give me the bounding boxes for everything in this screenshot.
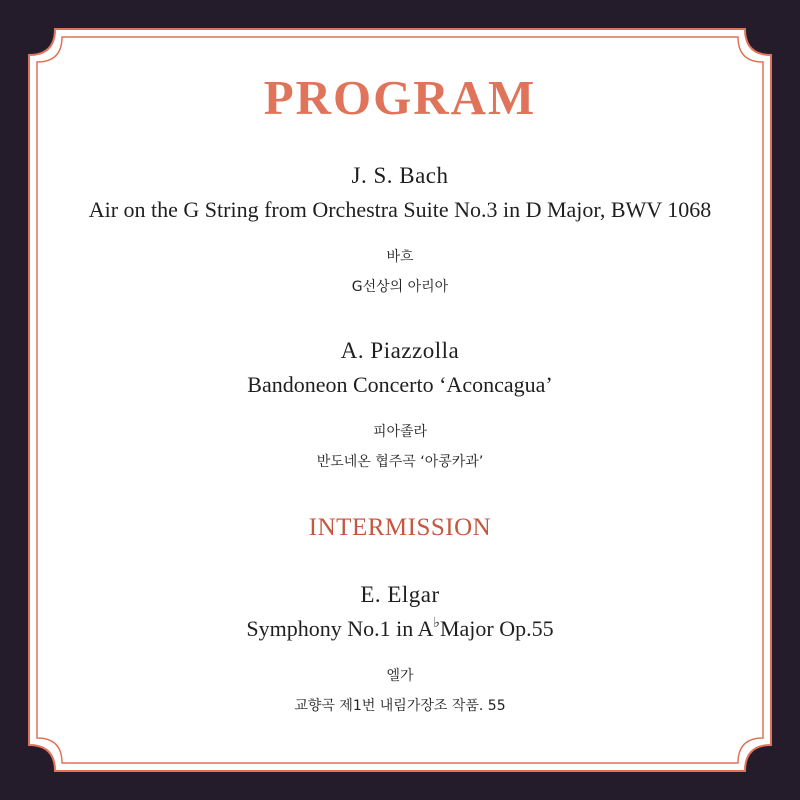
work-elgar-main: Symphony No.1 in A (246, 616, 434, 641)
work-elgar (25, 616, 775, 642)
composer-bach: J. S. Bach (351, 163, 449, 188)
ko-composer-elgar: 엘가 (386, 668, 414, 684)
composer-piazzolla: A. Piazzolla (340, 338, 460, 363)
ko-composer-piazzolla: 피아졸라 (372, 424, 428, 440)
flat-symbol: ♭ (433, 616, 440, 631)
work-elgar-key: Major Op.55 (439, 616, 554, 641)
ko-work-piazzolla: 반도네온 협주곡 ‘아콩카과’ (316, 454, 484, 470)
ko-work-bach: G선상의 아리아 (351, 279, 449, 295)
work-piazzolla: Bandoneon Concerto ‘Aconcagua’ (247, 372, 553, 397)
program-content (25, 25, 775, 775)
work-bach: Air on the G String from Orchestra Suite No.3 in D Major, BWV 1068 (88, 197, 712, 222)
program-title: PROGRAM (263, 70, 537, 125)
program-card (25, 25, 775, 775)
ko-work-elgar: 교향곡 제1번 내림가장조 작품. 55 (294, 698, 506, 714)
intermission-label: INTERMISSION (308, 514, 492, 541)
composer-elgar: E. Elgar (360, 582, 440, 607)
ko-composer-bach: 바흐 (386, 249, 414, 265)
